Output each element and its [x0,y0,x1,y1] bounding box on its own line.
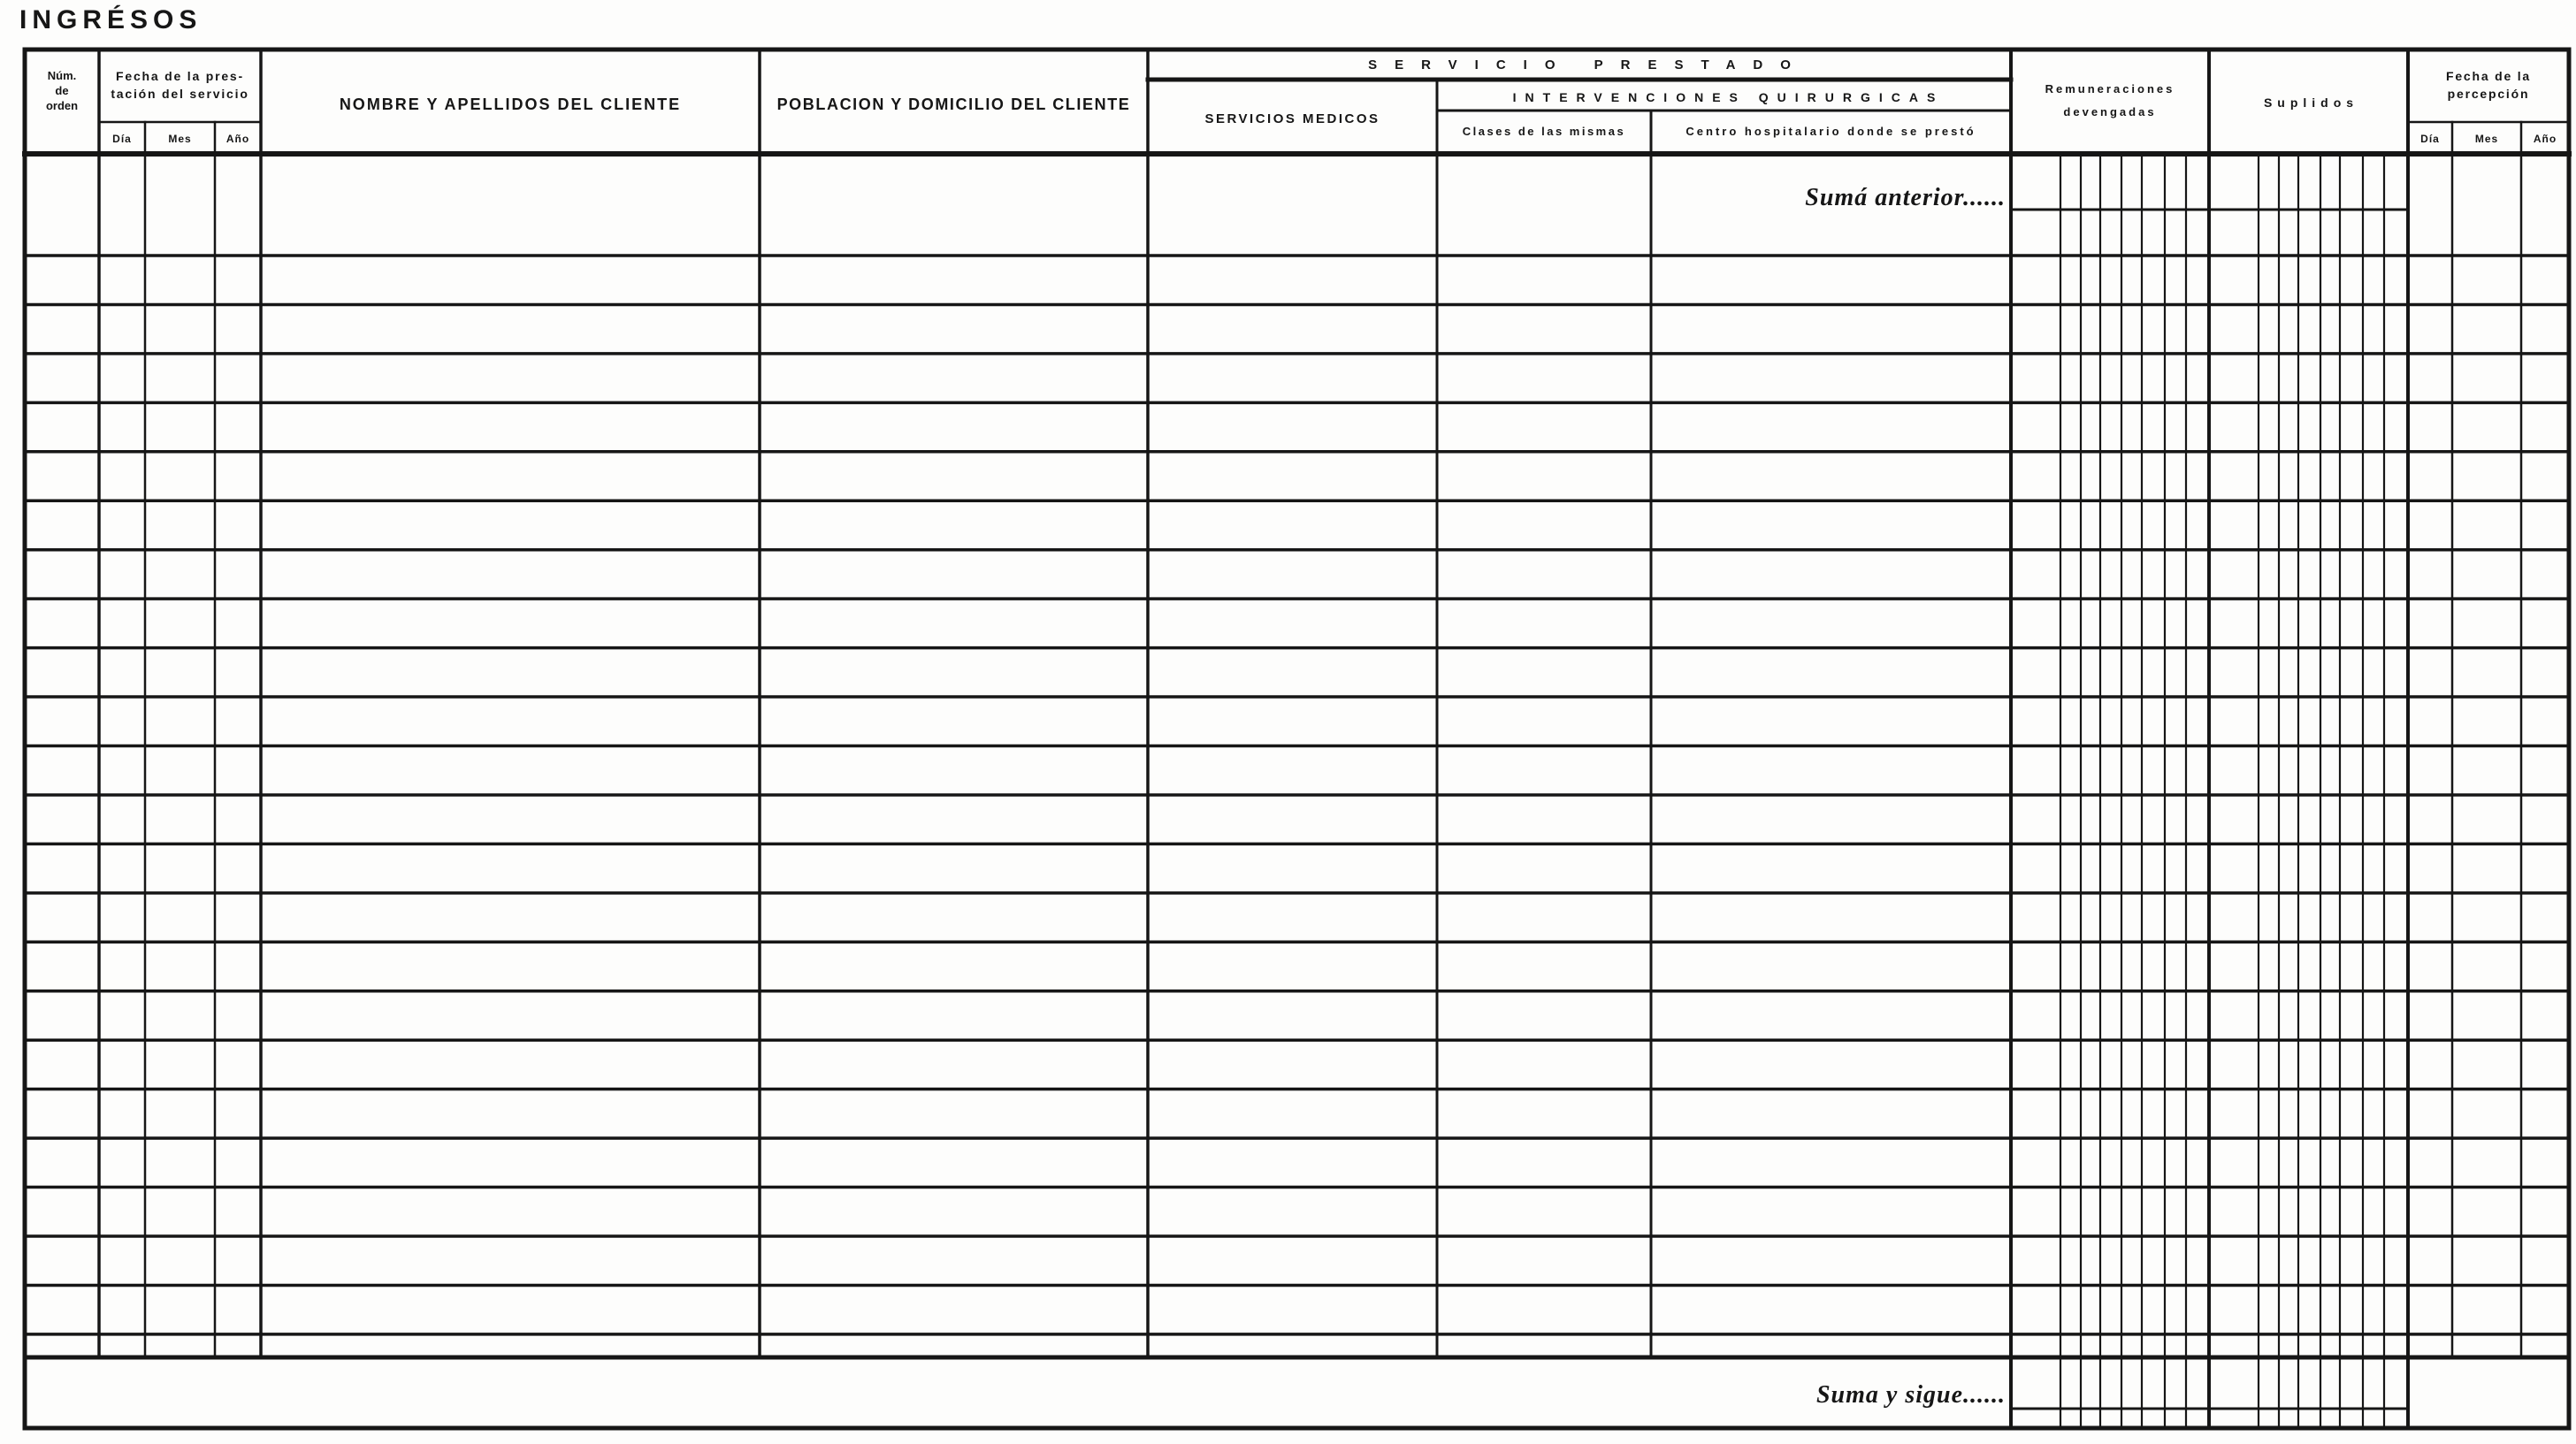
percepcion-ano-header: Año [2533,133,2557,145]
numero-orden-label-line: orden [45,99,79,112]
ledger-row [25,942,2569,990]
ledger-row [25,1040,2569,1089]
ledger-row [25,402,2569,451]
fecha-prestacion-header [99,67,261,103]
ledger-row [25,1236,2569,1285]
fecha-percepcion-header [2408,67,2569,103]
ledger-row [25,697,2569,745]
ledger-row [25,500,2569,549]
nombre-cliente-header: NOMBRE Y APELLIDOS DEL CLIENTE [339,95,682,113]
ledger-row [25,991,2569,1040]
ledger-row [25,550,2569,599]
percepcion-dia-header: Día [2420,133,2440,145]
suma-anterior-row [25,154,2569,256]
ledger-row [25,304,2569,353]
fecha-prestacion-label-line: Fecha de la pres- [116,69,244,83]
remuneraciones-label-line: devengadas [2063,105,2157,118]
intervenciones-quirurgicas-header: INTERVENCIONES QUIRURGICAS [1512,90,1945,104]
servicio-prestado-header: SERVICIO PRESTADO [1368,57,1808,73]
suplidos-header: Suplidos [2263,96,2359,110]
prestacion-ano-header: Año [225,133,250,145]
remuneraciones-label-line: Remuneraciones [2045,82,2175,96]
fecha-percepcion-label-line: Fecha de la [2445,69,2532,83]
remuneraciones-header [2011,78,2209,124]
centro-hospitalario-header: Centro hospitalario donde se prestó [1685,124,1976,138]
prestacion-dia-header: Día [112,133,132,145]
fecha-prestacion-label-line: tación del servicio [111,87,249,101]
ledger-row [25,354,2569,402]
clases-header: Clases de las mismas [1462,124,1626,138]
page-title: INGRÉSOS [19,5,203,34]
suma-y-sigue-row [25,1357,2569,1428]
ledger-row [25,1138,2569,1187]
ledger-row [25,1188,2569,1236]
suma-y-sigue-label: Suma y sigue...... [1815,1381,2006,1409]
servicios-medicos-header: SERVICIOS MEDICOS [1204,111,1380,126]
percepcion-mes-header: Mes [2474,133,2499,145]
ledger-row [25,1285,2569,1333]
ledger-row [25,256,2569,304]
ledger-row [25,893,2569,942]
numero-orden-label-line: de [55,84,69,97]
suma-anterior-label: Sumá anterior...... [1805,184,2006,211]
ledger-row [25,452,2569,500]
ledger-row [25,1089,2569,1138]
poblacion-domicilio-header: POBLACION Y DOMICILIO DEL CLIENTE [776,95,1131,113]
ledger-row [25,844,2569,892]
prestacion-mes-header: Mes [168,133,192,145]
ledger-row [25,795,2569,844]
ledger-row [25,599,2569,647]
ledger-row [25,648,2569,697]
ledger-row [25,746,2569,795]
numero-orden-header [25,68,99,113]
fecha-percepcion-label-line: percepción [2447,87,2530,101]
numero-orden-label-line: Núm. [47,69,77,82]
